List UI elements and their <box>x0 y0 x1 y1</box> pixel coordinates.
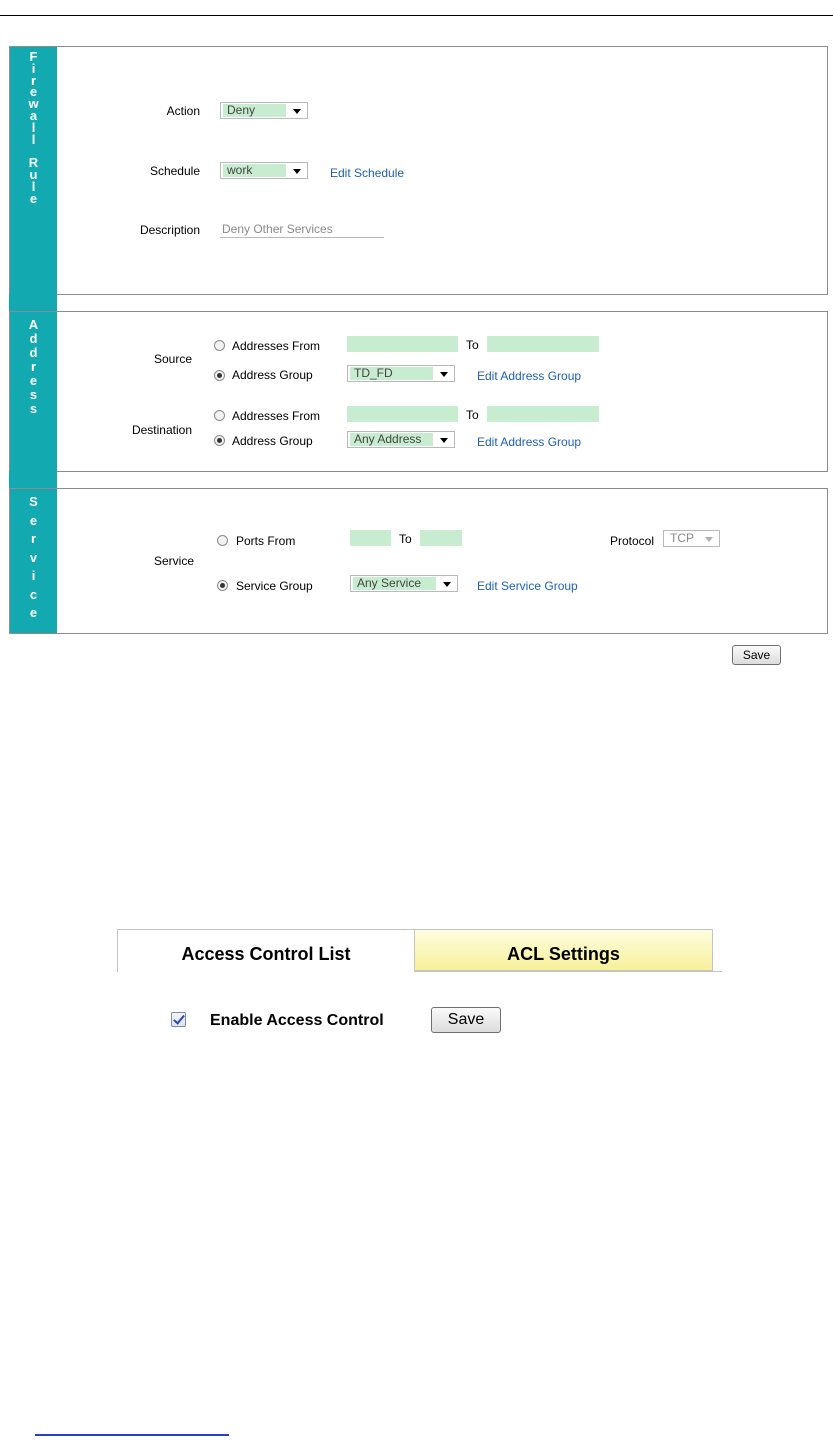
enable-access-control-save-button[interactable]: Save <box>431 1007 501 1033</box>
service-group-radio[interactable] <box>217 580 228 591</box>
destination-from-input[interactable] <box>347 406 458 422</box>
protocol-select-value: TCP <box>670 531 694 545</box>
chevron-down-icon <box>440 372 448 377</box>
action-select-value: Deny <box>223 104 286 117</box>
footer-link-underline[interactable] <box>35 1434 229 1436</box>
destination-addresses-from-radio[interactable] <box>214 410 225 421</box>
source-to-input[interactable] <box>487 336 599 352</box>
source-addresses-from-label: Addresses From <box>232 339 321 353</box>
destination-addresses-from-label: Addresses From <box>232 409 321 423</box>
schedule-select-value: work <box>223 164 286 177</box>
service-group-label: Service Group <box>236 579 313 593</box>
service-side-label: S e r v i c e <box>10 489 57 633</box>
source-address-group-value: TD_FD <box>350 367 433 380</box>
chevron-down-icon <box>443 582 451 587</box>
chevron-down-icon <box>440 438 448 443</box>
destination-address-group-label: Address Group <box>232 434 313 448</box>
chevron-down-icon <box>293 109 301 114</box>
enable-access-control-checkbox[interactable] <box>171 1012 186 1027</box>
source-addresses-from-radio[interactable] <box>214 340 225 351</box>
destination-address-group-select[interactable] <box>347 431 455 448</box>
source-address-group-label: Address Group <box>232 368 313 382</box>
firewall-rule-side-label: F i r e w a l l R u l e <box>10 47 57 294</box>
tab-acl-settings[interactable]: ACL Settings <box>414 929 713 971</box>
edit-service-group-link[interactable]: Edit Service Group <box>477 579 578 593</box>
service-panel <box>9 488 828 634</box>
tab-access-control-list[interactable]: Access Control List <box>117 929 415 972</box>
destination-to-label: To <box>466 408 479 422</box>
service-group-value: Any Service <box>353 577 436 590</box>
enable-access-control-label: Enable Access Control <box>210 1012 384 1029</box>
page-top-rule <box>0 15 833 16</box>
edit-source-address-group-link[interactable]: Edit Address Group <box>477 369 582 383</box>
edit-destination-address-group-link[interactable]: Edit Address Group <box>477 435 582 449</box>
action-select[interactable] <box>220 102 308 119</box>
service-group-select[interactable] <box>350 575 458 592</box>
protocol-label: Protocol <box>610 534 655 548</box>
edit-schedule-link[interactable]: Edit Schedule <box>330 166 405 180</box>
schedule-select[interactable] <box>220 162 308 179</box>
chevron-down-icon <box>705 537 713 542</box>
source-from-input[interactable] <box>347 336 458 352</box>
source-address-group-radio[interactable] <box>214 370 225 381</box>
service-label: Service <box>153 554 194 568</box>
ports-from-input[interactable] <box>350 530 391 546</box>
destination-label: Destination <box>131 423 192 437</box>
destination-address-group-radio[interactable] <box>214 435 225 446</box>
destination-to-input[interactable] <box>487 406 599 422</box>
source-to-label: To <box>466 338 479 352</box>
source-label: Source <box>153 352 192 366</box>
ports-to-label: To <box>399 532 412 546</box>
address-side-label: A d d r e s s <box>10 312 57 471</box>
firewall-rule-panel <box>9 46 828 295</box>
action-label: Action <box>166 104 200 118</box>
description-input[interactable] <box>220 221 384 238</box>
ports-to-input[interactable] <box>420 530 462 546</box>
panel-separator <box>9 294 57 311</box>
address-panel <box>9 311 828 472</box>
chevron-down-icon <box>293 169 301 174</box>
description-label: Description <box>139 223 200 237</box>
ports-from-radio[interactable] <box>217 535 228 546</box>
panel-separator <box>9 471 57 488</box>
tab-baseline <box>414 971 722 972</box>
ports-from-label: Ports From <box>236 534 296 548</box>
schedule-label: Schedule <box>149 164 200 178</box>
protocol-select[interactable] <box>663 530 720 547</box>
save-button[interactable]: Save <box>732 645 781 665</box>
destination-address-group-value: Any Address <box>350 433 433 446</box>
source-address-group-select[interactable] <box>347 365 455 382</box>
